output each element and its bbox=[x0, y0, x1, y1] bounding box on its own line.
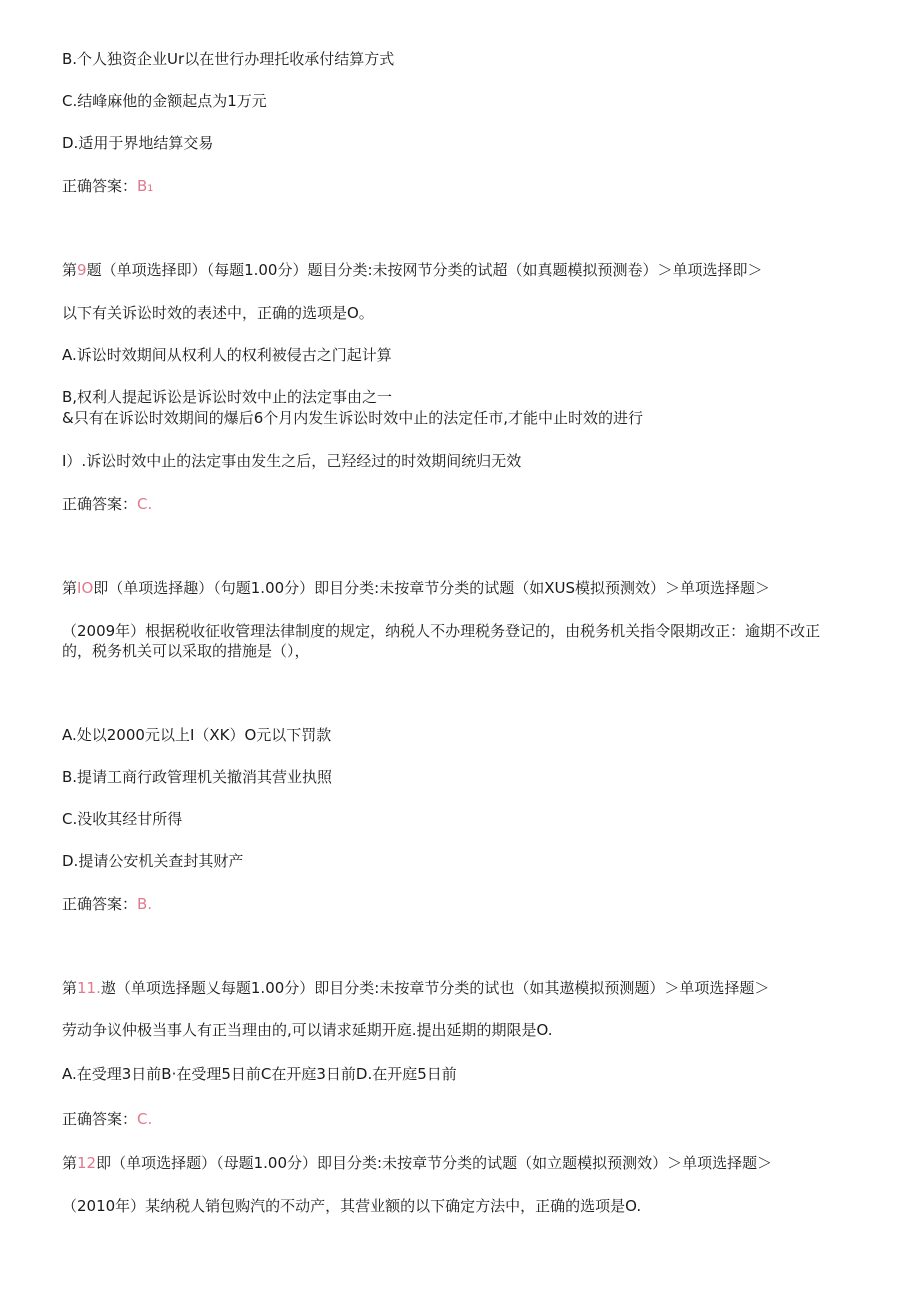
q12-header bbox=[62, 1153, 772, 1173]
q8-option-d: D.适用于界地结算交易 bbox=[62, 134, 214, 152]
q11-answer bbox=[62, 1109, 152, 1129]
question-prefix: 第 bbox=[62, 1154, 78, 1172]
q10-answer bbox=[62, 894, 152, 914]
q10-option-c: C.没收其经甘所得 bbox=[62, 810, 183, 828]
answer-label: 正确答案： bbox=[62, 895, 138, 913]
q11-options: A.在受理3日前B·在受理5日前C在开庭3日前D.在开庭5日前 bbox=[62, 1065, 457, 1083]
q9-option-b: B,权利人提起诉讼是诉讼时效中止的法定事由之一 bbox=[62, 388, 393, 406]
answer-value: C. bbox=[137, 1110, 153, 1128]
question-number: IO bbox=[77, 579, 94, 597]
q11-question-text: 劳动争议仲极当事人有正当理由的,可以请求延期开庭.提出延期的期限是O. bbox=[62, 1021, 553, 1039]
q11-header bbox=[62, 978, 769, 998]
q10-question-line-2: 的，税务机关可以采取的措施是（）， bbox=[62, 642, 310, 660]
q10-header bbox=[62, 578, 770, 598]
q10-question-line-1: （2009年）根据税收征收管理法律制度的规定，纳税人不办理税务登记的，由税务机关指令限期改正：逾期不改正 bbox=[62, 622, 821, 640]
question-meta: 题（单项选择即）（每题1.00分）题目分类:未按网节分类的试超（如真题模拟预测卷）＞单项选择即＞ bbox=[86, 261, 763, 279]
q10-option-a: A.处以2000元以上I（XK）O元以下罚款 bbox=[62, 726, 332, 744]
q10-option-d: D.提请公安机关查封其财产 bbox=[62, 852, 244, 870]
q8-option-b: B.个人独资企业Ur以在世行办理托收承付结算方式 bbox=[62, 50, 395, 68]
answer-label: 正确答案： bbox=[62, 1110, 138, 1128]
q9-option-c: &只有在诉讼时效期间的爆后6个月内发生诉讼时效中止的法定任市,才能中止时效的进行 bbox=[62, 409, 644, 427]
question-number: 11. bbox=[77, 979, 101, 997]
q8-answer bbox=[62, 176, 153, 196]
question-prefix: 第 bbox=[62, 579, 78, 597]
question-meta: 遨（单项选择题乂每题1.00分）即目分类:未按章节分类的试也（如其遨模拟预测题）＞单项选择题＞ bbox=[100, 979, 770, 997]
q8-option-c: C.结峰麻他的金额起点为1万元 bbox=[62, 92, 267, 110]
q9-option-d: I）.诉讼时效中止的法定事由发生之后，己羟经过的时效期间统归无效 bbox=[62, 452, 522, 470]
q12-question-text: （2010年）某纳税人销包购汽的不动产，其营业额的以下确定方法中，正确的选项是O. bbox=[62, 1197, 642, 1215]
q9-header bbox=[62, 260, 763, 280]
q9-question-text: 以下有关诉讼时效的表述中，正确的选项是O。 bbox=[62, 304, 374, 322]
q9-option-a: A.诉讼时效期间从权利人的权利被侵古之门起计算 bbox=[62, 346, 392, 364]
answer-value: B. bbox=[137, 895, 153, 913]
question-number: 12 bbox=[77, 1154, 97, 1172]
question-number: 9 bbox=[77, 261, 87, 279]
question-prefix: 第 bbox=[62, 261, 78, 279]
question-meta: 即（单项选择趣）（句题1.00分）即目分类:未按章节分类的试题（如XUS模拟预测效）＞单项选择题＞ bbox=[93, 579, 770, 597]
answer-value: C. bbox=[137, 495, 153, 513]
question-meta: 即（单项选择题）（母题1.00分）即目分类:未按章节分类的试题（如立题模拟预测效）＞单项选择题＞ bbox=[96, 1154, 773, 1172]
answer-label: 正确答案： bbox=[62, 177, 138, 195]
answer-value: B₁ bbox=[137, 177, 154, 195]
question-prefix: 第 bbox=[62, 979, 78, 997]
q10-option-b: B.提请工商行政管理机关撤消其营业执照 bbox=[62, 768, 333, 786]
answer-label: 正确答案： bbox=[62, 495, 138, 513]
q9-answer bbox=[62, 494, 152, 514]
